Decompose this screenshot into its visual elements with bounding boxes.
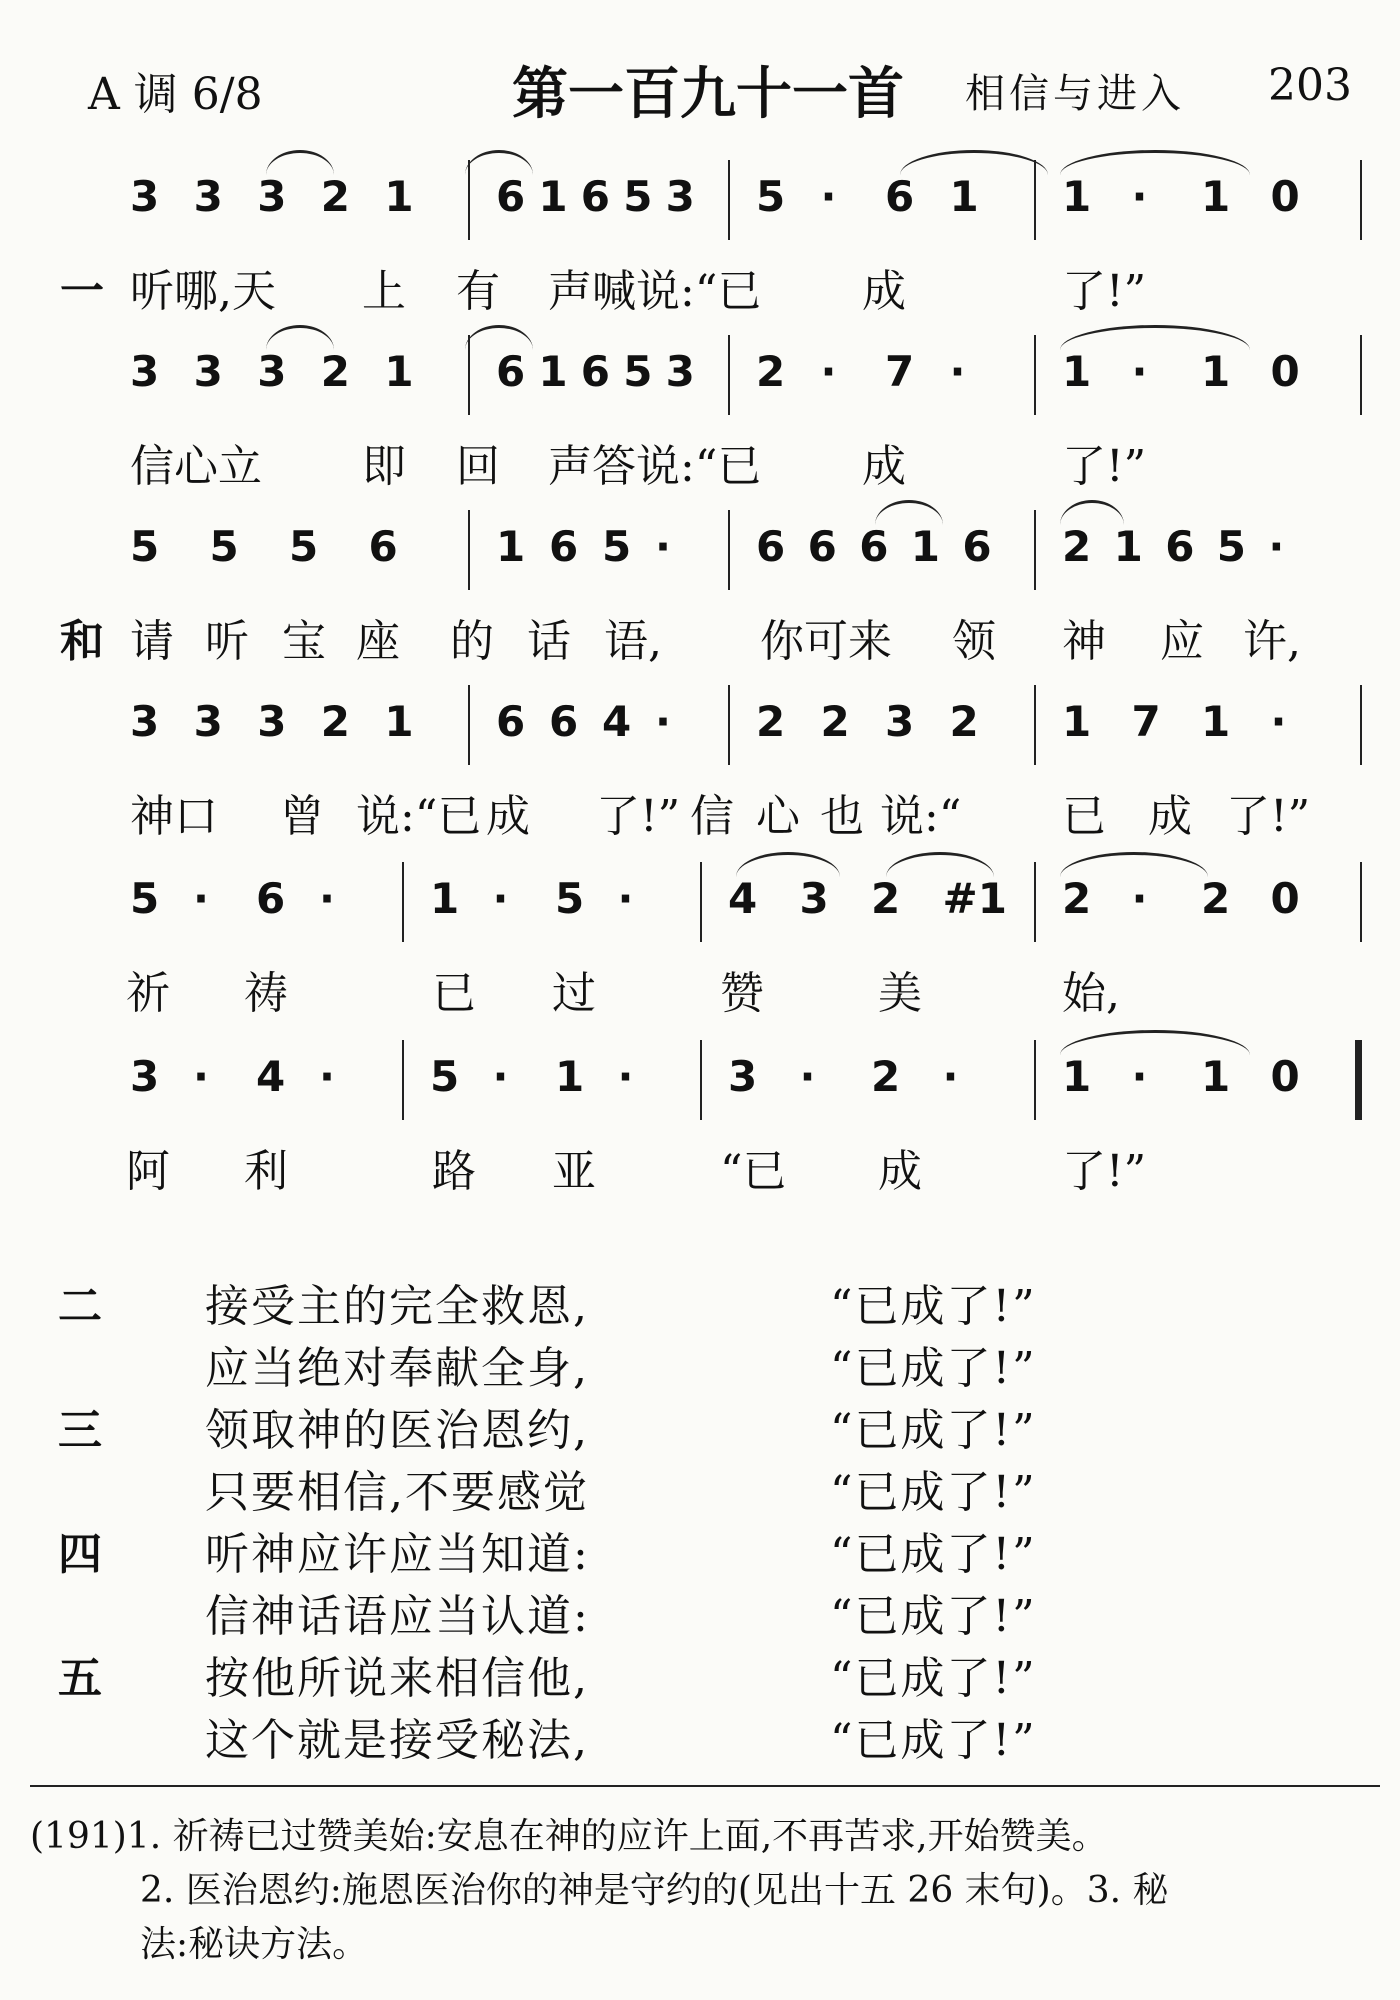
footnote-line: 2. 医治恩约:施恩医治你的神是守约的(见出十五 26 末句)。3. 秘 (140, 1870, 1169, 1911)
augmentation-dot: · (820, 172, 837, 221)
verse-text: 按他所说来相信他, (205, 1653, 589, 1704)
lyric-syllable: 回 (456, 441, 500, 492)
lyric-syllable: 上 (362, 266, 406, 317)
note: 3 (130, 1052, 160, 1101)
verse-text: 领取神的医治恩约, (205, 1405, 589, 1456)
verse-refrain: “已成了!” (830, 1405, 1037, 1456)
verse-text: 信神话语应当认道: (205, 1591, 590, 1642)
note: 4 (728, 874, 758, 923)
lyric-row (0, 1135, 1400, 1195)
verse-text: 应当绝对奉献全身, (205, 1343, 589, 1394)
lyric-syllable: 亚 (552, 1146, 596, 1197)
lyric-syllable: 语, (604, 616, 662, 667)
augmentation-dot: · (799, 1052, 816, 1101)
note-row (0, 522, 1400, 582)
lyric-syllable: 说:“ (880, 791, 962, 842)
verse-number: 三 (58, 1405, 102, 1456)
augmentation-dot: · (1131, 172, 1148, 221)
note: 3 (130, 347, 160, 396)
slur (1060, 325, 1250, 350)
hymn-title: 第一百九十一首 (512, 62, 904, 127)
note: 2 (1201, 874, 1231, 923)
note: 7 (885, 347, 915, 396)
lyric-syllable: 许, (1243, 616, 1301, 667)
note: 3 (130, 697, 160, 746)
score-system (0, 150, 1400, 325)
note: 2 (1062, 874, 1092, 923)
note: 4 (256, 1052, 286, 1101)
slur (266, 325, 334, 350)
verse-refrain: “已成了!” (830, 1591, 1037, 1642)
note: 5 (289, 522, 319, 571)
verse-refrain: “已成了!” (830, 1281, 1037, 1332)
note: 0 (1270, 1052, 1300, 1101)
lyric-syllable: 祷 (244, 968, 288, 1019)
lyric-row (0, 605, 1400, 665)
lyric-syllable: 神口 (130, 791, 218, 842)
lyric-syllable: 听哪,天 (130, 266, 276, 317)
lyric-syllable: 成 (862, 266, 906, 317)
augmentation-dot: · (617, 1052, 634, 1101)
verse-refrain: “已成了!” (830, 1467, 1037, 1518)
augmentation-dot: · (617, 874, 634, 923)
augmentation-dot: · (820, 347, 837, 396)
slur (465, 150, 533, 175)
note: 0 (1270, 347, 1300, 396)
verse-number: 五 (58, 1653, 102, 1704)
lyric-syllable: 信心立 (130, 441, 262, 492)
lyric-row (0, 780, 1400, 840)
note: 5 (623, 172, 653, 221)
note-row (0, 347, 1400, 407)
note: 6 (496, 347, 526, 396)
hymn-subtitle: 相信与进入 (965, 71, 1185, 117)
note: 1 (496, 522, 526, 571)
footnote-line: (191)1. 祈祷已过赞美始:安息在神的应许上面,不再苦求,开始赞美。 (30, 1816, 1108, 1857)
score-system (0, 1030, 1400, 1205)
note: 6 (580, 172, 611, 221)
lyric-syllable: 座 (356, 616, 400, 667)
verse-text: 这个就是接受秘法, (205, 1715, 589, 1766)
note: 1 (910, 522, 941, 571)
note: 3 (257, 172, 287, 221)
lyric-syllable: 已 (1062, 791, 1106, 842)
note: 2 (949, 697, 979, 746)
note: 6 (549, 522, 579, 571)
lyric-syllable: 成 (862, 441, 906, 492)
note: 2 (820, 697, 850, 746)
lyric-syllable: 已 (432, 968, 476, 1019)
augmentation-dot: · (492, 1052, 509, 1101)
note: 3 (257, 347, 287, 396)
note: 1 (1062, 1052, 1092, 1101)
note: 5 (430, 1052, 460, 1101)
lyric-syllable: 有 (456, 266, 500, 317)
slur (886, 852, 994, 877)
lyric-syllable: 始, (1062, 968, 1120, 1019)
score-system (0, 500, 1400, 675)
verse-line (0, 1332, 1400, 1394)
lyric-syllable: 宝 (282, 616, 326, 667)
augmentation-dot: · (193, 874, 209, 923)
note: 6 (368, 522, 398, 571)
note: 2 (756, 697, 786, 746)
note: 2 (320, 347, 351, 396)
augmentation-dot: · (942, 1052, 959, 1101)
verse-line (0, 1580, 1400, 1642)
note: 2 (871, 1052, 901, 1101)
slur (1060, 852, 1208, 877)
lyric-syllable: 说:“已 (356, 791, 482, 842)
note: 1 (1113, 522, 1143, 571)
note: 3 (885, 697, 915, 746)
note: 3 (193, 172, 223, 221)
note: 2 (320, 697, 351, 746)
note: 3 (257, 697, 287, 746)
verse-number: 四 (58, 1529, 102, 1580)
verse-line (0, 1394, 1400, 1456)
note: 1 (538, 347, 568, 396)
lyric-syllable: 即 (362, 441, 406, 492)
verse-number: 一 (60, 266, 104, 317)
verse-line (0, 1456, 1400, 1518)
score-system (0, 675, 1400, 850)
note: 6 (496, 172, 526, 221)
note: 5 (130, 874, 160, 923)
verse-refrain: “已成了!” (830, 1715, 1037, 1766)
note: 1 (430, 874, 460, 923)
note: #1 (942, 874, 1007, 923)
lyric-syllable: 路 (432, 1146, 476, 1197)
lyric-syllable: 领 (952, 616, 996, 667)
lyric-syllable: 了!” (596, 791, 681, 842)
note: 0 (1270, 874, 1300, 923)
verse-line (0, 1704, 1400, 1766)
verse-text: 只要相信,不要感觉 (205, 1467, 589, 1518)
note: 3 (799, 874, 829, 923)
note: 3 (130, 172, 160, 221)
note: 5 (623, 347, 653, 396)
lyric-syllable: 神 (1062, 616, 1106, 667)
lyric-row (0, 430, 1400, 490)
augmentation-dot: · (1270, 697, 1287, 746)
score-system (0, 852, 1400, 1027)
page-number: 203 (1268, 60, 1352, 111)
verse-refrain: “已成了!” (830, 1343, 1037, 1394)
note: 3 (728, 1052, 758, 1101)
augmentation-dot: · (949, 347, 966, 396)
score-system (0, 325, 1400, 500)
note: 5 (130, 522, 160, 571)
note-row (0, 1052, 1400, 1112)
note: 3 (193, 697, 223, 746)
note: 7 (1131, 697, 1161, 746)
note: 6 (549, 697, 579, 746)
note: 5 (602, 522, 632, 571)
lyric-syllable: 成 (878, 1146, 922, 1197)
lyric-syllable: 声答说:“已 (548, 441, 762, 492)
lyric-syllable: 阿 (126, 1146, 170, 1197)
note: 3 (665, 172, 695, 221)
note: 1 (1201, 1052, 1231, 1101)
augmentation-dot: · (1131, 347, 1148, 396)
note: 1 (384, 172, 414, 221)
note: 6 (1165, 522, 1195, 571)
note: 6 (496, 697, 526, 746)
note: 1 (1062, 172, 1092, 221)
note: 5 (209, 522, 239, 571)
note: 1 (1201, 172, 1231, 221)
note: 4 (602, 697, 632, 746)
slur (465, 325, 533, 350)
lyric-syllable: 成 (486, 791, 530, 842)
lyric-row (0, 255, 1400, 315)
note-row (0, 172, 1400, 232)
augmentation-dot: · (319, 1052, 335, 1101)
lyric-syllable: 话 (527, 616, 571, 667)
lyric-syllable: 了!” (1062, 266, 1147, 317)
note: 6 (256, 874, 286, 923)
lyric-syllable: 你可来 (760, 616, 892, 667)
note: 1 (1201, 697, 1231, 746)
lyric-syllable: 也 (820, 791, 864, 842)
lyric-row (0, 957, 1400, 1017)
slur (900, 150, 1048, 175)
note: 6 (859, 522, 889, 571)
note: 6 (580, 347, 611, 396)
lyric-syllable: 请 (130, 616, 174, 667)
note: 0 (1270, 172, 1300, 221)
lyric-syllable: 了!” (1226, 791, 1311, 842)
lyric-syllable: 信 (690, 791, 734, 842)
lyric-syllable: 了!” (1062, 1146, 1147, 1197)
verse-refrain: “已成了!” (830, 1653, 1037, 1704)
note: 6 (885, 172, 915, 221)
note: 6 (962, 522, 992, 571)
augmentation-dot: · (193, 1052, 209, 1101)
note: 1 (384, 347, 414, 396)
augmentation-dot: · (1131, 874, 1148, 923)
note: 2 (1062, 522, 1092, 571)
augmentation-dot: · (655, 697, 671, 746)
footnote-rule (30, 1785, 1380, 1787)
note: 1 (555, 1052, 585, 1101)
lyric-syllable: 美 (878, 968, 922, 1019)
verse-text: 接受主的完全救恩, (205, 1281, 589, 1332)
note: 6 (756, 522, 786, 571)
verse-number: 二 (58, 1281, 102, 1332)
verse-line (0, 1518, 1400, 1580)
note: 2 (320, 172, 351, 221)
augmentation-dot: · (1268, 522, 1285, 571)
verse-refrain: “已成了!” (830, 1529, 1037, 1580)
note: 5 (756, 172, 786, 221)
lyric-syllable: 听 (205, 616, 249, 667)
lyric-syllable: 过 (552, 968, 596, 1019)
lyric-syllable: “已 (720, 1146, 787, 1197)
lyric-syllable: 心 (756, 791, 800, 842)
slur (1060, 500, 1124, 525)
verse-text: 听神应许应当知道: (205, 1529, 590, 1580)
note: 5 (555, 874, 585, 923)
lyric-syllable: 声喊说:“已 (548, 266, 762, 317)
slur (1060, 150, 1250, 175)
augmentation-dot: · (492, 874, 509, 923)
note: 1 (1201, 347, 1231, 396)
verse-line (0, 1642, 1400, 1704)
slur (266, 150, 334, 175)
lyric-syllable: 曾 (280, 791, 324, 842)
lyric-syllable: 应 (1160, 616, 1204, 667)
note: 1 (1062, 697, 1092, 746)
verse-line (0, 1270, 1400, 1332)
note: 5 (1216, 522, 1247, 571)
slur (875, 500, 943, 525)
note: 1 (1062, 347, 1092, 396)
lyric-syllable: 利 (244, 1146, 288, 1197)
lyric-syllable: 赞 (720, 968, 764, 1019)
lyric-syllable: 的 (450, 616, 494, 667)
augmentation-dot: · (319, 874, 335, 923)
verse-number: 和 (60, 616, 104, 667)
note-row (0, 697, 1400, 757)
slur (1060, 1030, 1250, 1055)
lyric-syllable: 祈 (126, 968, 170, 1019)
note: 3 (665, 347, 695, 396)
note: 2 (756, 347, 786, 396)
note: 2 (871, 874, 901, 923)
note: 6 (807, 522, 837, 571)
lyric-syllable: 了!” (1062, 441, 1147, 492)
note: 1 (384, 697, 414, 746)
note: 1 (949, 172, 979, 221)
augmentation-dot: · (655, 522, 671, 571)
footnote-line: 法:秘诀方法。 (140, 1924, 369, 1965)
note: 3 (193, 347, 223, 396)
augmentation-dot: · (1131, 1052, 1148, 1101)
slur (736, 852, 840, 877)
key-signature: A 调 6/8 (88, 69, 263, 120)
lyric-syllable: 成 (1148, 791, 1192, 842)
note-row (0, 874, 1400, 934)
note: 1 (538, 172, 568, 221)
